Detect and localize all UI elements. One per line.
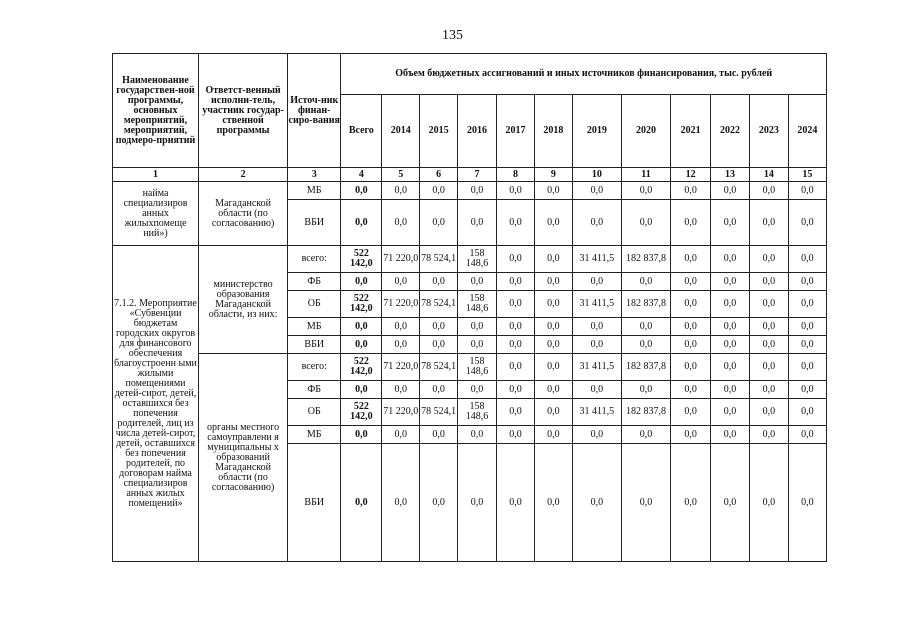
value-cell: 0,0	[458, 444, 497, 562]
value-cell: 0,0	[382, 273, 420, 291]
value-cell: 0,0	[420, 444, 458, 562]
total-cell: 522 142,0	[341, 246, 382, 273]
value-cell: 0,0	[497, 381, 535, 399]
header-year-5: 2018	[534, 95, 572, 168]
value-cell: 78 524,1	[420, 291, 458, 318]
table-row	[113, 182, 827, 200]
value-cell: 0,0	[621, 381, 670, 399]
header-column-number: 11	[621, 168, 670, 182]
value-cell: 0,0	[788, 444, 826, 562]
value-cell: 0,0	[458, 182, 497, 200]
value-cell: 0,0	[788, 291, 826, 318]
value-cell: 0,0	[711, 273, 750, 291]
value-cell: 78 524,1	[420, 246, 458, 273]
value-cell: 0,0	[572, 336, 621, 354]
value-cell: 0,0	[534, 354, 572, 381]
value-cell: 0,0	[458, 200, 497, 246]
value-cell: 182 837,8	[621, 291, 670, 318]
header-program-name: Наименование государствен-ной программы, основных мероприятий, мероприятий, подмеро-приятий	[113, 54, 199, 168]
value-cell: 0,0	[534, 246, 572, 273]
value-cell: 182 837,8	[621, 354, 670, 381]
value-cell: 182 837,8	[621, 399, 670, 426]
responsible-cell: министерство образования Магаданской области, из них:	[199, 246, 288, 354]
value-cell: 0,0	[788, 354, 826, 381]
program-name-cell: найма специализиров анных жилыхпомеще ний»)	[113, 182, 199, 246]
value-cell: 0,0	[671, 426, 711, 444]
header-year-2: 2015	[420, 95, 458, 168]
value-cell: 0,0	[711, 381, 750, 399]
value-cell: 71 220,0	[382, 399, 420, 426]
value-cell: 0,0	[420, 336, 458, 354]
value-cell: 0,0	[534, 336, 572, 354]
source-cell: МБ	[288, 182, 341, 200]
value-cell: 0,0	[788, 246, 826, 273]
value-cell: 0,0	[497, 399, 535, 426]
source-cell: всего:	[288, 354, 341, 381]
value-cell: 0,0	[382, 336, 420, 354]
value-cell: 0,0	[497, 354, 535, 381]
total-cell: 0,0	[341, 426, 382, 444]
value-cell: 0,0	[788, 273, 826, 291]
value-cell: 0,0	[534, 318, 572, 336]
header-column-number: 8	[497, 168, 535, 182]
header-budget-group: Объем бюджетных ассигнований и иных источников финансирования, тыс. рублей	[341, 54, 827, 95]
value-cell: 0,0	[621, 444, 670, 562]
total-cell: 0,0	[341, 336, 382, 354]
value-cell: 0,0	[749, 273, 788, 291]
responsible-cell: Магаданской области (по согласованию)	[199, 182, 288, 246]
value-cell: 0,0	[788, 399, 826, 426]
value-cell: 0,0	[711, 182, 750, 200]
value-cell: 182 837,8	[621, 246, 670, 273]
value-cell: 0,0	[621, 200, 670, 246]
value-cell: 0,0	[788, 426, 826, 444]
value-cell: 0,0	[749, 291, 788, 318]
value-cell: 0,0	[458, 318, 497, 336]
source-cell: МБ	[288, 426, 341, 444]
total-cell: 0,0	[341, 182, 382, 200]
value-cell: 0,0	[534, 426, 572, 444]
value-cell: 158 148,6	[458, 246, 497, 273]
value-cell: 0,0	[671, 399, 711, 426]
value-cell: 0,0	[711, 444, 750, 562]
value-cell: 0,0	[572, 381, 621, 399]
value-cell: 0,0	[671, 354, 711, 381]
source-cell: ВБИ	[288, 444, 341, 562]
value-cell: 31 411,5	[572, 354, 621, 381]
header-year-8: 2021	[671, 95, 711, 168]
value-cell: 0,0	[534, 381, 572, 399]
value-cell: 0,0	[749, 399, 788, 426]
value-cell: 0,0	[749, 336, 788, 354]
value-cell: 0,0	[382, 444, 420, 562]
value-cell: 0,0	[671, 291, 711, 318]
value-cell: 0,0	[621, 336, 670, 354]
header-responsible: Ответст-венный исполни-тель, участник государ-ственной программы	[199, 54, 288, 168]
value-cell: 0,0	[711, 354, 750, 381]
value-cell: 0,0	[572, 426, 621, 444]
budget-table	[112, 53, 827, 562]
value-cell: 0,0	[749, 444, 788, 562]
value-cell: 0,0	[621, 426, 670, 444]
value-cell: 0,0	[534, 444, 572, 562]
value-cell: 0,0	[671, 246, 711, 273]
value-cell: 0,0	[458, 381, 497, 399]
header-column-number: 6	[420, 168, 458, 182]
value-cell: 71 220,0	[382, 354, 420, 381]
header-year-3: 2016	[458, 95, 497, 168]
value-cell: 0,0	[420, 182, 458, 200]
value-cell: 0,0	[711, 291, 750, 318]
value-cell: 0,0	[572, 318, 621, 336]
value-cell: 31 411,5	[572, 399, 621, 426]
value-cell: 0,0	[420, 200, 458, 246]
value-cell: 78 524,1	[420, 399, 458, 426]
header-year-4: 2017	[497, 95, 535, 168]
value-cell: 0,0	[497, 336, 535, 354]
value-cell: 31 411,5	[572, 246, 621, 273]
value-cell: 0,0	[420, 273, 458, 291]
value-cell: 0,0	[420, 381, 458, 399]
header-column-number: 4	[341, 168, 382, 182]
value-cell: 0,0	[788, 381, 826, 399]
value-cell: 0,0	[749, 200, 788, 246]
total-cell: 522 142,0	[341, 291, 382, 318]
value-cell: 0,0	[382, 381, 420, 399]
header-year-10: 2023	[749, 95, 788, 168]
value-cell: 158 148,6	[458, 354, 497, 381]
value-cell: 0,0	[382, 426, 420, 444]
header-column-number: 7	[458, 168, 497, 182]
page-number: 135	[442, 28, 463, 43]
value-cell: 0,0	[420, 318, 458, 336]
value-cell: 0,0	[497, 182, 535, 200]
source-cell: ОБ	[288, 291, 341, 318]
value-cell: 0,0	[534, 291, 572, 318]
value-cell: 0,0	[671, 318, 711, 336]
total-cell: 522 142,0	[341, 399, 382, 426]
header-column-number: 5	[382, 168, 420, 182]
program-name-cell: 7.1.2. Мероприятие «Субвенции бюджетам городских округов для финансового обеспечения благоустроенн ыми жилыми помещениями детей-сирот, детей, оставшихся без попечения родителей, лиц из числа детей-сирот, детей, оставшихся без попечения родителей, по договорам найма специализиров анных жилых помещений»	[113, 246, 199, 562]
total-cell: 0,0	[341, 381, 382, 399]
value-cell: 0,0	[621, 182, 670, 200]
source-cell: ФБ	[288, 381, 341, 399]
value-cell: 0,0	[458, 336, 497, 354]
value-cell: 0,0	[788, 200, 826, 246]
value-cell: 0,0	[382, 318, 420, 336]
value-cell: 0,0	[497, 273, 535, 291]
header-year-1: 2014	[382, 95, 420, 168]
header-source: Источ-ник финан-сиро-вания	[288, 54, 341, 168]
header-year-6: 2019	[572, 95, 621, 168]
value-cell: 0,0	[572, 182, 621, 200]
source-cell: МБ	[288, 318, 341, 336]
table-row	[113, 246, 827, 273]
header-column-number: 13	[711, 168, 750, 182]
value-cell: 0,0	[711, 426, 750, 444]
source-cell: ФБ	[288, 273, 341, 291]
value-cell: 158 148,6	[458, 291, 497, 318]
source-cell: всего:	[288, 246, 341, 273]
value-cell: 0,0	[497, 291, 535, 318]
source-cell: ВБИ	[288, 336, 341, 354]
value-cell: 0,0	[788, 318, 826, 336]
value-cell: 0,0	[458, 426, 497, 444]
header-year-11: 2024	[788, 95, 826, 168]
value-cell: 0,0	[671, 200, 711, 246]
value-cell: 0,0	[382, 200, 420, 246]
total-cell: 0,0	[341, 200, 382, 246]
value-cell: 0,0	[534, 399, 572, 426]
value-cell: 0,0	[749, 182, 788, 200]
header-column-number: 9	[534, 168, 572, 182]
header-year-7: 2020	[621, 95, 670, 168]
value-cell: 0,0	[749, 318, 788, 336]
total-cell: 0,0	[341, 318, 382, 336]
value-cell: 0,0	[711, 318, 750, 336]
value-cell: 0,0	[497, 444, 535, 562]
total-cell: 522 142,0	[341, 354, 382, 381]
source-cell: ВБИ	[288, 200, 341, 246]
value-cell: 0,0	[749, 426, 788, 444]
total-cell: 0,0	[341, 444, 382, 562]
value-cell: 158 148,6	[458, 399, 497, 426]
value-cell: 71 220,0	[382, 246, 420, 273]
value-cell: 0,0	[382, 182, 420, 200]
value-cell: 0,0	[534, 182, 572, 200]
value-cell: 0,0	[711, 336, 750, 354]
header-year-9: 2022	[711, 95, 750, 168]
responsible-cell: органы местного самоуправлени я муниципальны х образований Магаданской области (по согласованию)	[199, 354, 288, 562]
header-year-0: Всего	[341, 95, 382, 168]
value-cell: 0,0	[534, 200, 572, 246]
value-cell: 0,0	[788, 336, 826, 354]
total-cell: 0,0	[341, 273, 382, 291]
value-cell: 0,0	[572, 200, 621, 246]
value-cell: 0,0	[534, 273, 572, 291]
value-cell: 0,0	[497, 318, 535, 336]
header-column-number: 1	[113, 168, 199, 182]
value-cell: 0,0	[420, 426, 458, 444]
value-cell: 0,0	[621, 273, 670, 291]
value-cell: 71 220,0	[382, 291, 420, 318]
value-cell: 0,0	[749, 381, 788, 399]
header-column-number: 15	[788, 168, 826, 182]
source-cell: ОБ	[288, 399, 341, 426]
value-cell: 0,0	[671, 336, 711, 354]
header-column-number: 2	[199, 168, 288, 182]
value-cell: 0,0	[671, 182, 711, 200]
value-cell: 0,0	[497, 246, 535, 273]
value-cell: 0,0	[671, 381, 711, 399]
value-cell: 0,0	[749, 246, 788, 273]
value-cell: 0,0	[671, 273, 711, 291]
value-cell: 0,0	[572, 273, 621, 291]
value-cell: 0,0	[749, 354, 788, 381]
value-cell: 0,0	[621, 318, 670, 336]
value-cell: 0,0	[497, 200, 535, 246]
value-cell: 0,0	[711, 399, 750, 426]
value-cell: 0,0	[711, 246, 750, 273]
header-column-number: 14	[749, 168, 788, 182]
value-cell: 0,0	[497, 426, 535, 444]
table-row	[113, 354, 827, 381]
value-cell: 0,0	[711, 200, 750, 246]
value-cell: 0,0	[458, 273, 497, 291]
value-cell: 0,0	[671, 444, 711, 562]
value-cell: 78 524,1	[420, 354, 458, 381]
value-cell: 0,0	[788, 182, 826, 200]
header-column-number: 12	[671, 168, 711, 182]
header-column-number: 10	[572, 168, 621, 182]
value-cell: 0,0	[572, 444, 621, 562]
value-cell: 31 411,5	[572, 291, 621, 318]
header-column-number: 3	[288, 168, 341, 182]
